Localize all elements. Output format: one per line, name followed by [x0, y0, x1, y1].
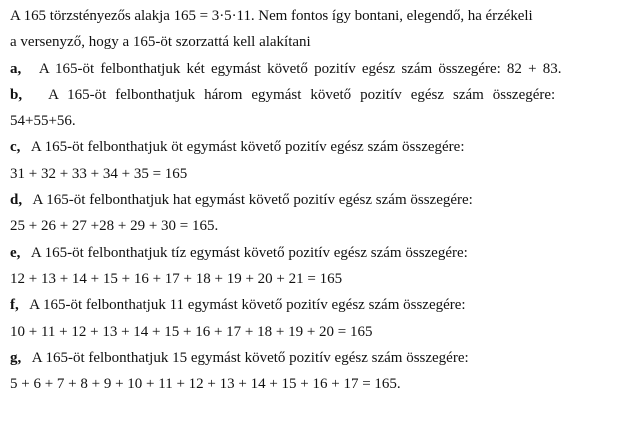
- item-e-equation: 12 + 13 + 14 + 15 + 16 + 17 + 18 + 19 + 20 + 21 = 165: [10, 270, 343, 287]
- item-f-equation: 10 + 11 + 12 + 13 + 14 + 15 + 16 + 17 + 18 + 19 + 20 = 165: [10, 323, 373, 340]
- item-g-equation: 5 + 6 + 7 + 8 + 9 + 10 + 11 + 12 + 13 + 14 + 15 + 16 + 17 = 165.: [10, 376, 401, 393]
- solution-document: [10, 3, 636, 397]
- item-text: A 165-öt felbonthatjuk tíz egymást követő pozitív egész szám összegére:: [30, 244, 468, 261]
- item-g: [10, 345, 636, 371]
- item-b: [10, 82, 636, 108]
- intro-line-1: A 165 törzstényezős alakja 165 = 3·5·11. Nem fontos így bontani, elegendő, ha érzékeli: [10, 8, 533, 24]
- intro-line-2: a versenyző, hogy a 165-öt szorzattá kell alakítani: [10, 34, 311, 51]
- item-b-equation: 54+55+56.: [10, 113, 76, 130]
- item-text: A 165-öt felbonthatjuk hat egymást követő pozitív egész szám összegére:: [32, 192, 473, 209]
- item-text: A 165-öt felbonthatjuk öt egymást követő pozitív egész szám összegére:: [30, 139, 465, 156]
- item-label: c,: [10, 139, 21, 156]
- item-c: [10, 134, 636, 160]
- item-text: A 165-öt felbonthatjuk 15 egymást követő pozitív egész szám összegére:: [31, 349, 469, 366]
- item-f: [10, 292, 636, 318]
- item-label: g,: [10, 349, 22, 366]
- item-label: b,: [10, 86, 23, 103]
- item-text: A 165-öt felbonthatjuk 11 egymást követő pozitív egész szám összegére:: [29, 297, 466, 314]
- item-c-equation: 31 + 32 + 33 + 34 + 35 = 165: [10, 165, 188, 182]
- item-label: a,: [10, 60, 22, 77]
- item-label: f,: [10, 297, 19, 314]
- item-d-equation: 25 + 26 + 27 +28 + 29 + 30 = 165.: [10, 218, 219, 235]
- item-d: [10, 187, 636, 213]
- item-e: [10, 240, 636, 266]
- item-text: A 165-öt felbonthatjuk két egymást követő pozitív egész szám összegére: 82 + 83.: [38, 60, 562, 77]
- item-a: [10, 56, 636, 82]
- item-label: e,: [10, 244, 21, 261]
- item-text: A 165-öt felbonthatjuk három egymást követő pozitív egész szám összegére:: [48, 86, 556, 103]
- item-label: d,: [10, 192, 23, 209]
